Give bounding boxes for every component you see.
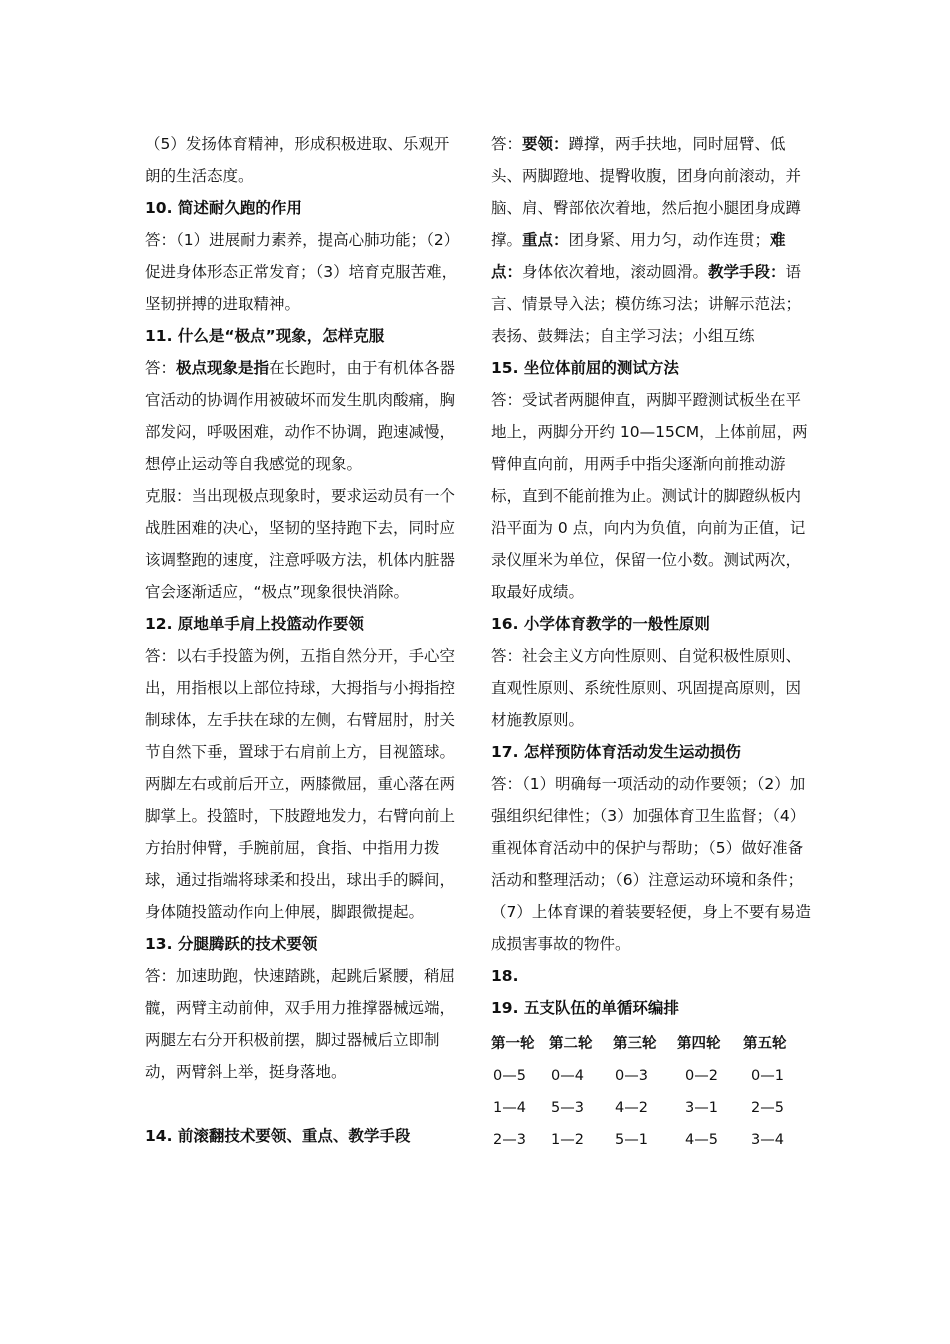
schedule-row — [491, 1092, 803, 1124]
schedule-row — [491, 1124, 803, 1156]
q11-answer — [145, 352, 460, 480]
spacer — [145, 1088, 460, 1120]
schedule-cell: 3—1 — [685, 1100, 718, 1116]
schedule-header-round-1: 第一轮 — [491, 1036, 535, 1052]
schedule-cell: 5—1 — [615, 1132, 648, 1148]
schedule-row — [491, 1060, 803, 1092]
schedule-cell: 3—4 — [751, 1132, 784, 1148]
q16-title: 16. 小学体育教学的一般性原则 — [491, 615, 710, 633]
schedule-cell: 0—3 — [615, 1068, 648, 1084]
schedule-header-round-5: 第五轮 — [743, 1036, 787, 1052]
q16-answer: 答：社会主义方向性原则、自觉积极性原则、直观性原则、系统性原则、巩固提高原则，因材施教原则。 — [491, 647, 802, 729]
q14-essentials-text: 蹲撑，两手扶地，同时屈臂、低头、两脚蹬地、提臀收腹，团身向前滚动，并脑、肩、臀部依次着地，然后抱小腿团身成蹲撑。 — [491, 135, 802, 249]
q14-difficulty-text: 身体依次着地，滚动圆滑。 — [522, 263, 709, 281]
q13-title: 13. 分腿腾跃的技术要领 — [145, 935, 318, 953]
schedule-cell: 2—3 — [493, 1132, 526, 1148]
schedule-cell: 5—3 — [551, 1100, 584, 1116]
q14-methods-text: 语言、情景导入法；模仿练习法；讲解示范法；表扬、鼓舞法；自主学习法；小组互练 — [491, 263, 802, 345]
q14-label-essentials: 要领： — [522, 135, 569, 153]
q14-label-methods: 教学手段： — [708, 263, 786, 281]
schedule-cell: 0—4 — [551, 1068, 584, 1084]
schedule-header-round-4: 第四轮 — [677, 1036, 721, 1052]
q14-prefix: 答： — [491, 135, 523, 153]
left-column — [145, 128, 460, 1152]
q11-bold-term: 极点现象是指 — [176, 359, 270, 377]
q14-title: 14. 前滚翻技术要领、重点、教学手段 — [145, 1127, 411, 1145]
q17-answer: 答：（1）明确每一项活动的动作要领；（2）加强组织纪律性；（3）加强体育卫生监督；（4）重视体育活动中的保护与帮助；（5）做好准备活动和整理活动；（6）注意运动环境和条件；（7）上体育课的着装要轻便，身上不要有易造成损害事故的物件。 — [491, 775, 811, 953]
q13-answer: 答：加速助跑，快速踏跳，起跳后紧腰，稍屈髋，两臂主动前伸，双手用力推撑器械远端，两腿左右分开积极前摆，脚过器械后立即制动，两臂斜上举，挺身落地。 — [145, 967, 456, 1081]
schedule-cell: 4—5 — [685, 1132, 718, 1148]
right-column — [491, 128, 811, 1156]
schedule-cell: 0—1 — [751, 1068, 784, 1084]
schedule-header-row — [491, 1028, 803, 1060]
q11-title: 11. 什么是“极点”现象，怎样克服 — [145, 327, 385, 345]
q17-title: 17. 怎样预防体育活动发生运动损伤 — [491, 743, 741, 761]
q14-answer — [491, 128, 811, 352]
q18-title: 18. — [491, 967, 519, 985]
schedule-cell: 0—5 — [493, 1068, 526, 1084]
q10-answer: 答：（1）进展耐力素养，提高心肺功能；（2）促进身体形态正常发育；（3）培育克服苦难，坚韧拼搏的进取精神。 — [145, 231, 460, 313]
schedule-cell: 2—5 — [751, 1100, 784, 1116]
schedule-cell: 0—2 — [685, 1068, 718, 1084]
q11-text: 在长跑时，由于有机体各器官活动的协调作用被破坏而发生肌肉酸痛，胸部发闷，呼吸困难，动作不协调，跑速减慢，想停止运动等自我感觉的现象。 — [145, 359, 456, 473]
schedule-cell: 1—2 — [551, 1132, 584, 1148]
round-robin-schedule-table — [491, 1028, 803, 1156]
schedule-cell: 1—4 — [493, 1100, 526, 1116]
q11-overcome: 克服：当出现极点现象时，要求运动员有一个战胜困难的决心，坚韧的坚持跑下去，同时应该调整跑的速度，注意呼吸方法，机体内脏器官会逐渐适应，“极点”现象很快消除。 — [145, 487, 456, 601]
q11-prefix: 答： — [145, 359, 177, 377]
q15-answer: 答：受试者两腿伸直，两脚平蹬测试板坐在平地上，两脚分开约 10—15CM，上体前屈，两臂伸直向前，用两手中指尖逐渐向前推动游标，直到不能前推为止。测试计的脚蹬纵板内沿平面为 0 点，向内为负值，向前为正值，记录仪厘米为单位，保留一位小数。测试两次，取最好成绩。 — [491, 391, 808, 601]
schedule-header-round-2: 第二轮 — [549, 1036, 593, 1052]
q12-title: 12. 原地单手肩上投篮动作要领 — [145, 615, 364, 633]
q14-key-points-text: 团身紧、用力匀，动作连贯； — [568, 231, 771, 249]
q19-title: 19. 五支队伍的单循环编排 — [491, 999, 679, 1017]
schedule-cell: 4—2 — [615, 1100, 648, 1116]
q14-label-key-points: 重点： — [522, 231, 569, 249]
q15-title: 15. 坐位体前屈的测试方法 — [491, 359, 679, 377]
q10-title: 10. 简述耐久跑的作用 — [145, 199, 302, 217]
item-5-text: （5）发扬体育精神，形成积极进取、乐观开朗的生活态度。 — [145, 135, 450, 185]
schedule-header-round-3: 第三轮 — [613, 1036, 657, 1052]
q14-label-difficulty: 难点： — [491, 231, 786, 281]
q12-answer: 答：以右手投篮为例，五指自然分开，手心空出，用指根以上部位持球，大拇指与小拇指控制球体，左手扶在球的左侧，右臂屈肘，肘关节自然下垂，置球于右肩前上方，目视篮球。两脚左右或前后开立，两膝微屈，重心落在两脚掌上。投篮时，下肢蹬地发力，右臂向前上方抬肘伸臂，手腕前屈，食指、中指用力拨球，通过指端将球柔和投出，球出手的瞬间，身体随投篮动作向上伸展，脚跟微提起。 — [145, 647, 456, 921]
